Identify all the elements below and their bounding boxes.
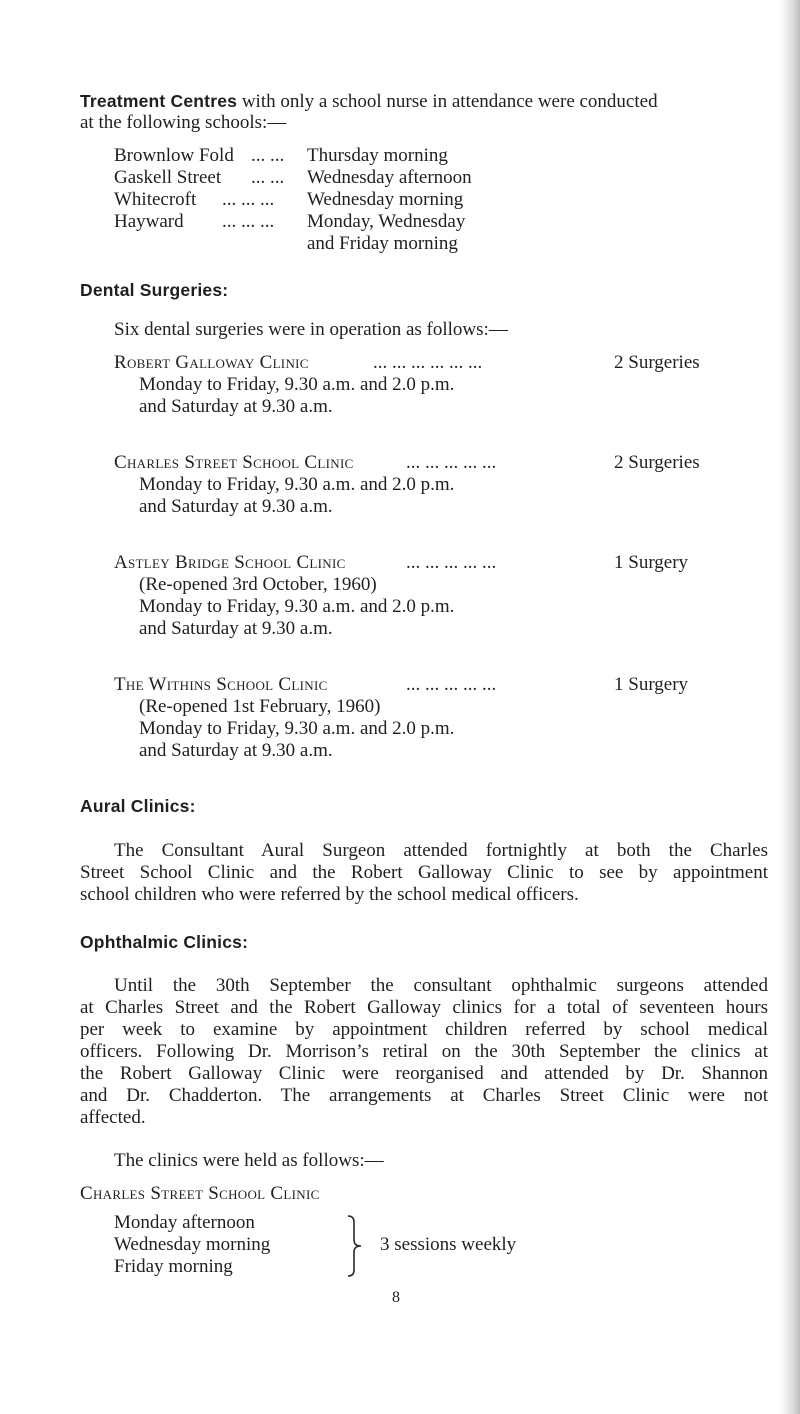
clinic-name: Charles Street School Clinic [114,452,354,473]
clinic-count: 1 Surgery [614,674,689,695]
aural-heading: Aural Clinics: [80,796,196,816]
paragraph-line: school children who were referred by the school medical officers. [80,884,579,905]
school-time-cont: and Friday morning [307,233,458,254]
session-item: Friday morning [114,1256,233,1277]
aural-paragraph [80,840,768,906]
school-dots: ... ... ... [222,211,275,232]
clinic-detail: Monday to Friday, 9.30 a.m. and 2.0 p.m. [139,374,455,395]
ophthalmic-paragraph [80,975,768,1129]
clinic-count: 1 Surgery [614,552,689,573]
sessions-total: 3 sessions weekly [380,1234,517,1255]
dental-heading: Dental Surgeries: [80,280,229,300]
clinic-dots: ... ... ... ... ... [406,452,497,473]
clinic-name: Robert Galloway Clinic [114,352,309,373]
school-name: Gaskell Street [114,167,222,188]
clinic-count: 2 Surgeries [614,352,700,373]
paragraph-line: the Robert Galloway Clinic were reorganised and attended by Dr. Shannon [80,1063,768,1084]
clinic-detail: and Saturday at 9.30 a.m. [139,740,333,761]
page-edge-shadow [778,0,800,1414]
school-dots: ... ... [251,167,285,188]
clinic-name: Charles Street School Clinic [80,1183,320,1204]
school-name: Hayward [114,211,184,232]
clinic-name: The Withins School Clinic [114,674,328,695]
paragraph-line: Until the 30th September the consultant ophthalmic surgeons attended [114,975,768,996]
treatment-intro [80,90,658,113]
school-dots: ... ... [251,145,285,166]
clinic-detail: and Saturday at 9.30 a.m. [139,496,333,517]
school-time: Thursday morning [307,145,448,166]
ophthalmic-heading: Ophthalmic Clinics: [80,932,249,952]
paragraph-line: and Dr. Chadderton. The arrangements at Charles Street Clinic were not [80,1085,768,1106]
clinic-name: Astley Bridge School Clinic [114,552,346,573]
dental-intro: Six dental surgeries were in operation as follows:— [114,319,508,340]
session-item: Monday afternoon [114,1212,255,1233]
school-time: Wednesday afternoon [307,167,472,188]
school-dots: ... ... ... [222,189,275,210]
page-number: 8 [392,1289,400,1306]
paragraph-line: Street School Clinic and the Robert Galloway Clinic to see by appointment [80,862,768,883]
clinics-held-intro: The clinics were held as follows:— [114,1150,384,1171]
treatment-heading: Treatment Centres [80,91,238,111]
school-time: Wednesday morning [307,189,464,210]
school-name: Brownlow Fold [114,145,234,166]
clinic-detail: and Saturday at 9.30 a.m. [139,396,333,417]
clinic-dots: ... ... ... ... ... [406,674,497,695]
clinic-detail: Monday to Friday, 9.30 a.m. and 2.0 p.m. [139,474,455,495]
paragraph-line: officers. Following Dr. Morrison’s retiral on the 30th September the clinics at [80,1041,768,1062]
school-time: Monday, Wednesday [307,211,466,232]
treatment-intro-text: with only a school nurse in attendance were conducted [237,91,658,112]
clinic-dots: ... ... ... ... ... ... [373,352,483,373]
paragraph-line: at Charles Street and the Robert Galloway clinics for a total of seventeen hours [80,997,768,1018]
paragraph-line: per week to examine by appointment children referred by school medical [80,1019,768,1040]
clinic-detail: Monday to Friday, 9.30 a.m. and 2.0 p.m. [139,596,455,617]
clinic-detail: (Re-opened 3rd October, 1960) [139,574,377,595]
clinic-detail: Monday to Friday, 9.30 a.m. and 2.0 p.m. [139,718,455,739]
clinic-dots: ... ... ... ... ... [406,552,497,573]
right-brace-icon [344,1212,366,1280]
school-name: Whitecroft [114,189,197,210]
session-item: Wednesday morning [114,1234,271,1255]
clinic-detail: and Saturday at 9.30 a.m. [139,618,333,639]
paragraph-line: affected. [80,1107,146,1128]
clinic-count: 2 Surgeries [614,452,700,473]
paragraph-line: The Consultant Aural Surgeon attended fortnightly at both the Charles [114,840,768,861]
clinic-detail: (Re-opened 1st February, 1960) [139,696,381,717]
treatment-intro-line2: at the following schools:— [80,112,287,133]
